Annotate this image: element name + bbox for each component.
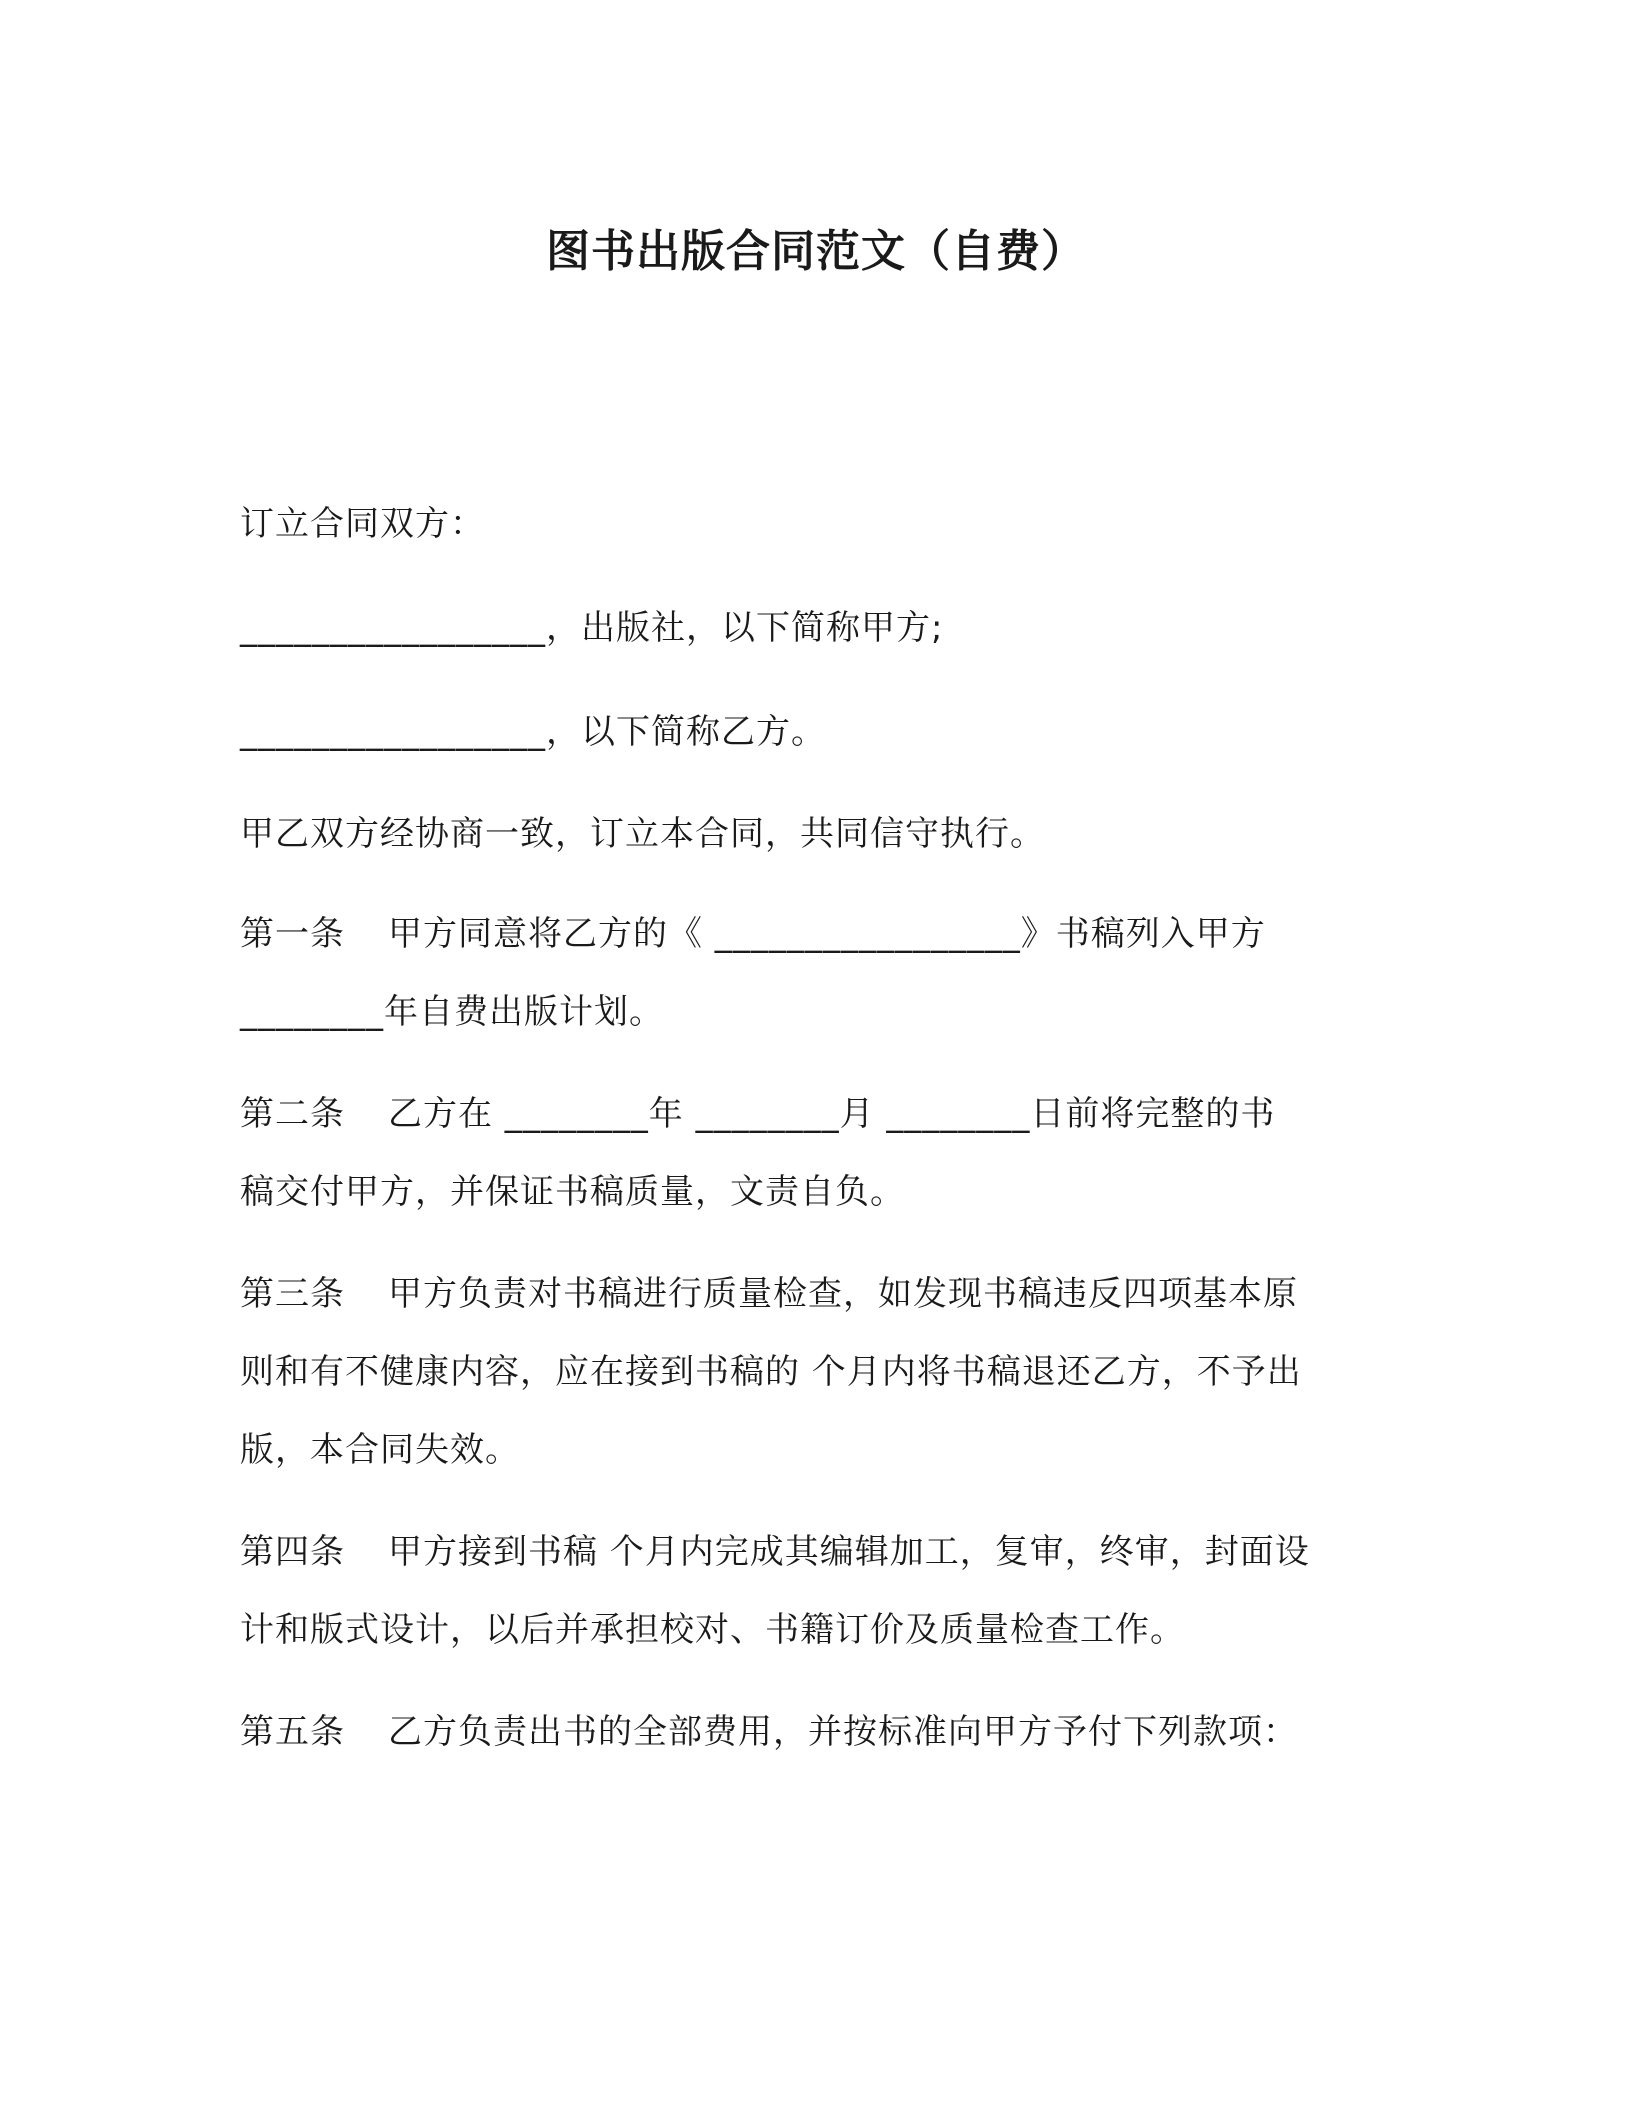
party-b-line: _________________，以下简称乙方。	[240, 712, 826, 752]
intro-line: 订立合同双方：	[240, 504, 485, 544]
clause-3-label: 第三条	[240, 1274, 345, 1314]
clause-3-line-2: 则和有不健康内容，应在接到书稿的 个月内将书稿退还乙方，不予出	[240, 1352, 1302, 1392]
clause-4-label: 第四条	[240, 1532, 345, 1572]
agreement-line: 甲乙双方经协商一致，订立本合同，共同信守执行。	[240, 814, 1045, 854]
clause-5-line-1	[240, 1710, 1298, 1754]
clause-3-line-1	[240, 1272, 1298, 1316]
clause-2-line-1	[240, 1092, 1275, 1136]
clause-3-text-1: 甲方负责对书稿进行质量检查，如发现书稿违反四项基本原	[388, 1274, 1298, 1314]
clause-5-text-1: 乙方负责出书的全部费用，并按标准向甲方予付下列款项：	[388, 1712, 1298, 1752]
document-title: 图书出版合同范文（自费）	[546, 226, 1086, 277]
clause-4-text-1: 甲方接到书稿 个月内完成其编辑加工，复审，终审，封面设	[388, 1532, 1310, 1572]
clause-3-line-3: 版，本合同失效。	[240, 1430, 520, 1470]
party-a-line: _________________，出版社，以下简称甲方;	[240, 608, 944, 648]
clause-2-label: 第二条	[240, 1094, 345, 1134]
clause-1-label: 第一条	[240, 914, 345, 954]
clause-4-line-2: 计和版式设计，以后并承担校对、书籍订价及质量检查工作。	[240, 1610, 1185, 1650]
clause-5-label: 第五条	[240, 1712, 345, 1752]
clause-1-line-1	[240, 912, 1266, 956]
clause-4-line-1	[240, 1530, 1310, 1574]
clause-2-line-2: 稿交付甲方，并保证书稿质量，文责自负。	[240, 1172, 905, 1212]
clause-1-line-2: ________年自费出版计划。	[240, 992, 664, 1032]
clause-1-text-1: 甲方同意将乙方的《 _________________》书稿列入甲方	[388, 914, 1266, 954]
clause-2-text-1: 乙方在 ________年 ________月 ________日前将完整的书	[388, 1094, 1276, 1134]
